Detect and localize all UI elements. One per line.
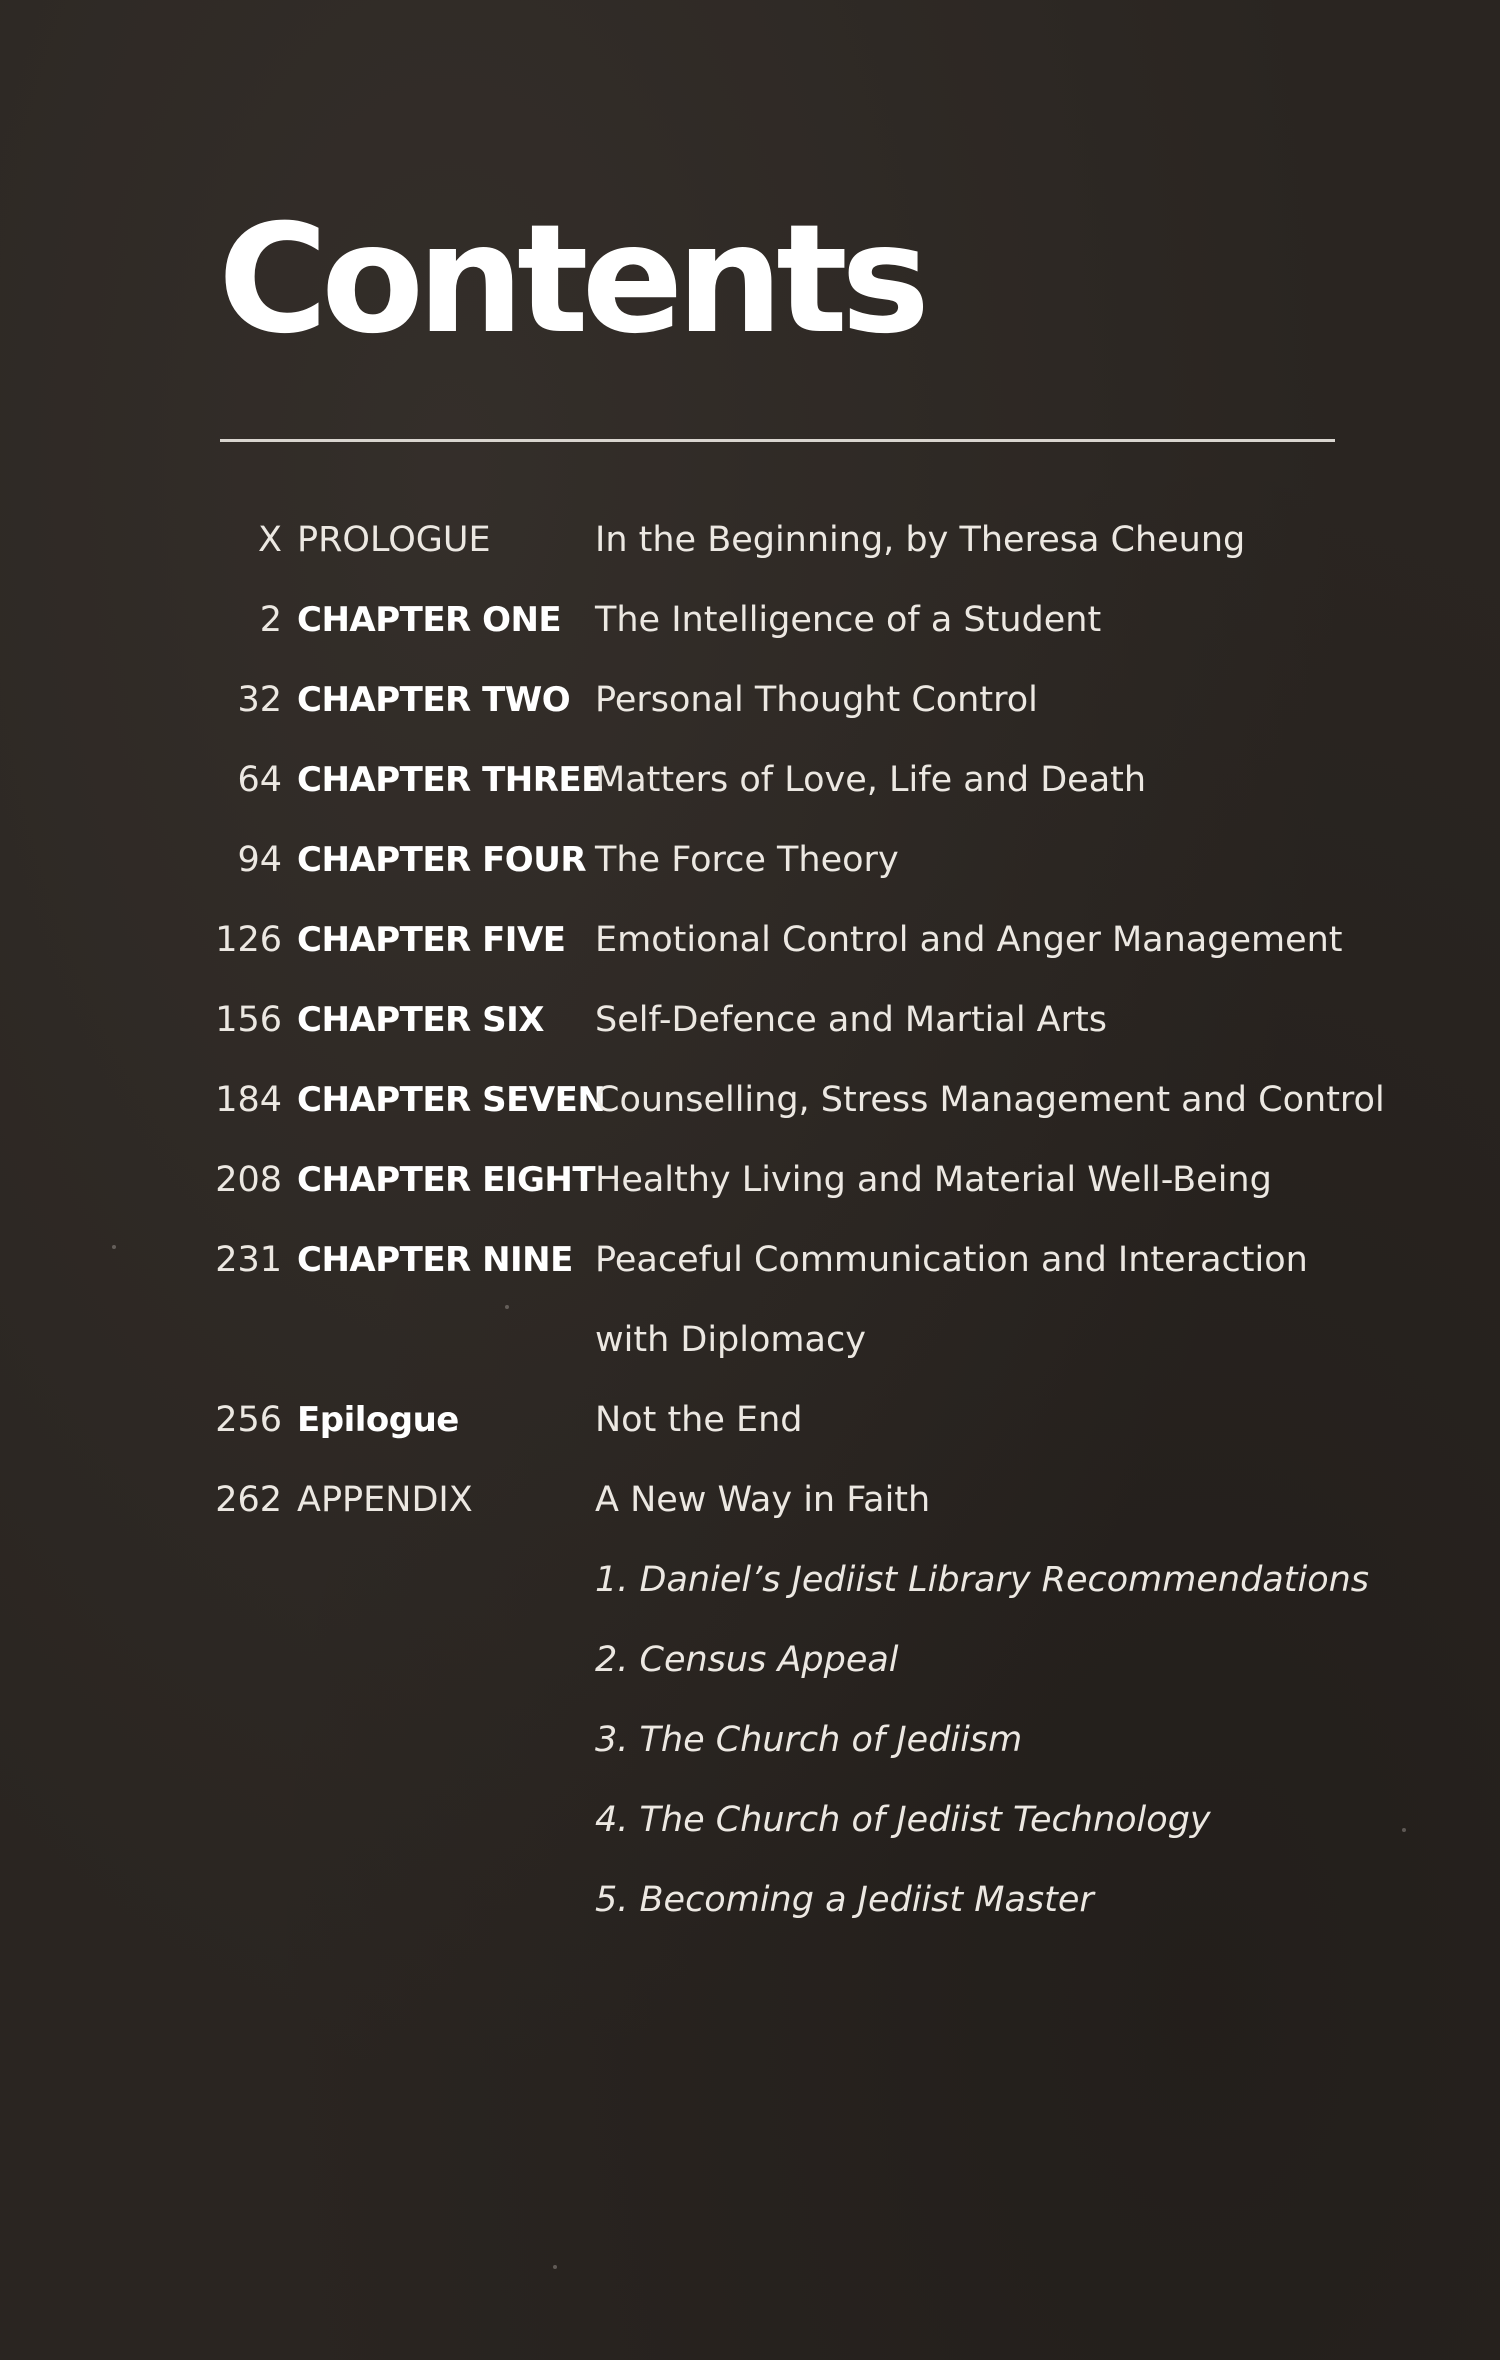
entry-label: CHAPTER SIX — [297, 1000, 544, 1040]
entry-label: CHAPTER SEVEN — [297, 1080, 606, 1120]
page-number: 2 — [259, 600, 282, 640]
appendix-item-label: 5. Becoming a Jediist Master — [595, 1880, 1094, 1920]
page-number: 156 — [215, 1000, 282, 1040]
entry-label: CHAPTER FIVE — [297, 920, 566, 960]
appendix-item[interactable] — [0, 1620, 1500, 1700]
toc-entry-chapter-seven[interactable] — [0, 1060, 1500, 1140]
entry-label: CHAPTER ONE — [297, 600, 562, 640]
page-number: 126 — [215, 920, 282, 960]
title-divider — [220, 439, 1335, 442]
toc-entry-chapter-three[interactable] — [0, 740, 1500, 820]
entry-description: Counselling, Stress Management and Control — [595, 1080, 1385, 1120]
appendix-item[interactable] — [0, 1860, 1500, 1940]
page-number: 184 — [215, 1080, 282, 1120]
page-number: 32 — [237, 680, 282, 720]
toc-entry-chapter-four[interactable] — [0, 820, 1500, 900]
toc-entry-epilogue[interactable] — [0, 1380, 1500, 1460]
appendix-item[interactable] — [0, 1700, 1500, 1780]
entry-label: PROLOGUE — [297, 520, 491, 560]
page-number: 231 — [215, 1240, 282, 1280]
entry-description: Healthy Living and Material Well-Being — [595, 1160, 1272, 1200]
entry-description: Peaceful Communication and Interaction — [595, 1240, 1308, 1280]
toc-entry-appendix[interactable] — [0, 1460, 1500, 1540]
entry-label: APPENDIX — [297, 1480, 473, 1520]
toc-entry-chapter-nine[interactable] — [0, 1220, 1500, 1300]
page-title: Contents — [218, 193, 924, 367]
entry-description: Emotional Control and Anger Management — [595, 920, 1343, 960]
toc-entry-chapter-eight[interactable] — [0, 1140, 1500, 1220]
appendix-item-label: 1. Daniel’s Jediist Library Recommendations — [595, 1560, 1370, 1600]
entry-description: The Intelligence of a Student — [595, 600, 1102, 640]
entry-description: A New Way in Faith — [595, 1480, 931, 1520]
toc-entry-prologue[interactable] — [0, 500, 1500, 580]
entry-description: The Force Theory — [595, 840, 899, 880]
page-number: X — [258, 520, 282, 560]
appendix-item-label: 2. Census Appeal — [595, 1640, 899, 1680]
page-number: 208 — [215, 1160, 282, 1200]
toc-entry-chapter-two[interactable] — [0, 660, 1500, 740]
page-number: 64 — [237, 760, 282, 800]
appendix-item[interactable] — [0, 1540, 1500, 1620]
entry-label: CHAPTER FOUR — [297, 840, 586, 880]
entry-label: CHAPTER EIGHT — [297, 1160, 596, 1200]
toc-entry-chapter-nine-continued — [0, 1300, 1500, 1380]
entry-label: CHAPTER TWO — [297, 680, 571, 720]
page-number: 94 — [237, 840, 282, 880]
page-number: 256 — [215, 1400, 282, 1440]
toc-entry-chapter-five[interactable] — [0, 900, 1500, 980]
appendix-item-label: 4. The Church of Jediist Technology — [595, 1800, 1211, 1840]
entry-description-continued: with Diplomacy — [595, 1320, 866, 1360]
toc-entry-chapter-six[interactable] — [0, 980, 1500, 1060]
entry-description: Self-Defence and Martial Arts — [595, 1000, 1107, 1040]
entry-label: CHAPTER THREE — [297, 760, 604, 800]
entry-label: CHAPTER NINE — [297, 1240, 573, 1280]
appendix-item[interactable] — [0, 1780, 1500, 1860]
paper-speck — [553, 2265, 557, 2269]
appendix-item-label: 3. The Church of Jediism — [595, 1720, 1023, 1760]
entry-description: Matters of Love, Life and Death — [595, 760, 1147, 800]
entry-label: Epilogue — [297, 1400, 459, 1440]
toc-entry-chapter-one[interactable] — [0, 580, 1500, 660]
page-number: 262 — [215, 1480, 282, 1520]
entry-description: Personal Thought Control — [595, 680, 1038, 720]
entry-description: In the Beginning, by Theresa Cheung — [595, 520, 1246, 560]
table-of-contents — [0, 500, 1500, 1940]
entry-description: Not the End — [595, 1400, 803, 1440]
